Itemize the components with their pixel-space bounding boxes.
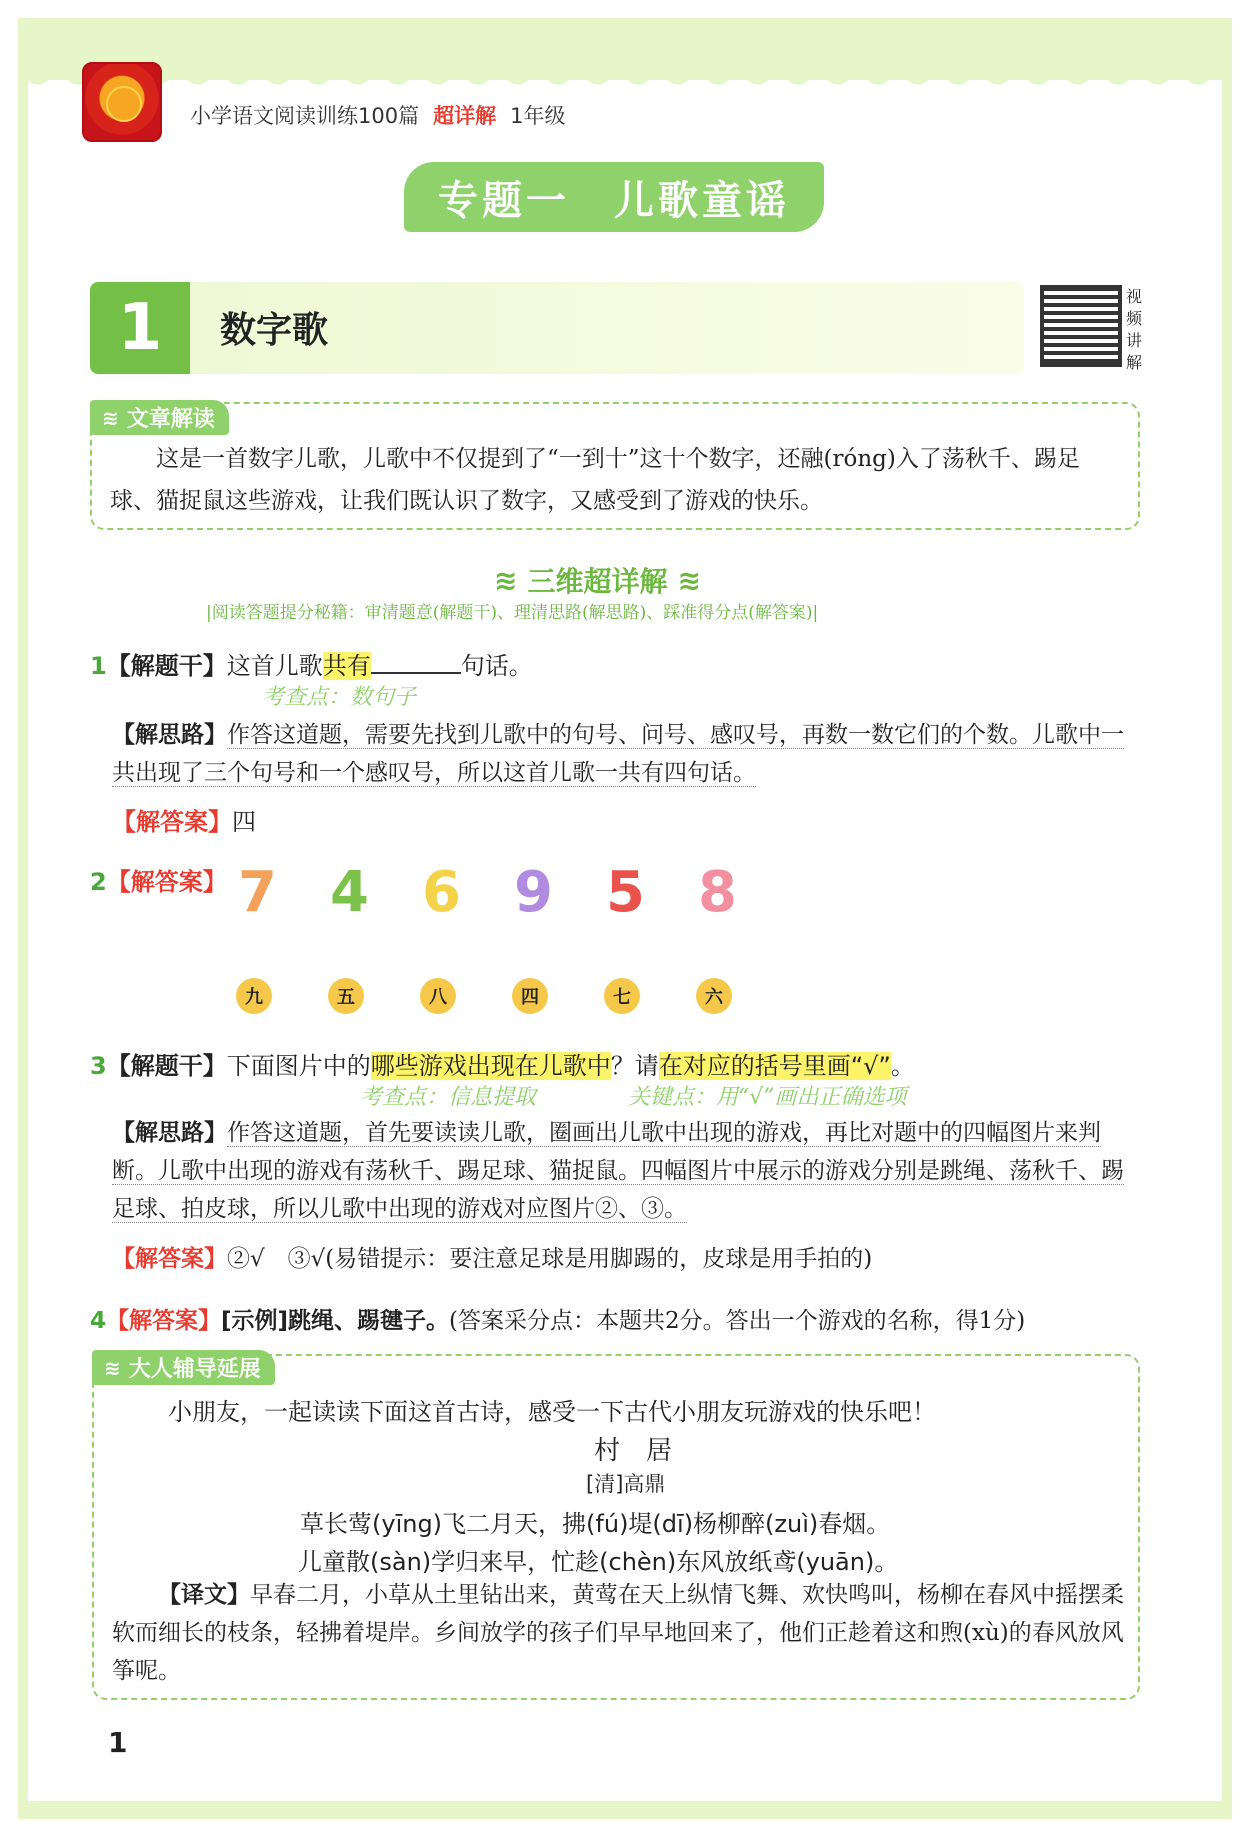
extend-tag-label: 大人辅导延展 (128, 1357, 261, 1382)
q1-think (112, 716, 1142, 792)
q2-answer (90, 862, 227, 897)
q2-chinese-numeral: 九 (236, 978, 272, 1014)
wave-icon: ≋ (102, 405, 119, 430)
q1-stem-pre: 这首儿歌 (226, 652, 323, 680)
page-number: 1 (108, 1726, 128, 1759)
book-title (190, 100, 565, 130)
q3-stem (90, 1046, 915, 1081)
intro-tag-label: 文章解读 (126, 407, 215, 432)
q3-stem-post: 。 (890, 1052, 915, 1080)
q2-digit: 8 (698, 860, 737, 925)
translation-label: 【译文】 (158, 1582, 250, 1608)
q3-stem-pre: 下面图片中的 (226, 1052, 371, 1080)
q1-think-label: 【解思路】 (112, 722, 227, 748)
poem-author: [清]高鼎 (586, 1472, 666, 1496)
book-title-text: 小学语文阅读训练100篇 (190, 104, 420, 128)
q2-chinese-numeral: 七 (604, 978, 640, 1014)
qr-code-icon[interactable] (1040, 285, 1122, 367)
extend-tag (92, 1350, 275, 1385)
publisher-logo-icon (82, 62, 162, 142)
page-frame-left (18, 18, 28, 1818)
poem-line-1: 草长莺(yīng)飞二月天，拂(fú)堤(dī)杨柳醉(zuì)春烟。 (300, 1510, 891, 1538)
q1-answer-text: 四 (232, 808, 256, 836)
q3-think-text: 作答这道题，首先要读读儿歌，圈画出儿歌中出现的游戏，再比对题中的四幅图片来判断。儿歌中出现的游戏有荡秋千、踢足球、猫捉鼠。四幅图片中展示的游戏分别是跳绳、荡秋千、踢足球、拍皮球，所以儿歌中出现的游戏对应图片②、③。 (112, 1120, 1124, 1222)
q3-note-2: 关键点：用“√”画出正确选项 (628, 1085, 907, 1110)
wave-icon: ≋ (677, 563, 701, 597)
page-frame-top (18, 18, 1232, 80)
q3-answer-text: ②√ ③√(易错提示：要注意足球是用脚踢的，皮球是用手拍的) (227, 1246, 873, 1272)
extend-lead: 小朋友，一起读读下面这首古诗，感受一下古代小朋友玩游戏的快乐吧！ (168, 1398, 936, 1426)
q1-blank (371, 652, 461, 674)
section-subtitle: |阅读答题提分秘籍：审清题意(解题干)、理清思路(解思路)、踩准得分点(解答案)| (206, 603, 819, 623)
page-frame-right (1222, 18, 1232, 1818)
q2-chinese-numeral: 六 (696, 978, 732, 1014)
q3-stem-label: 【解题干】 (106, 1052, 227, 1080)
q1-answer-label: 【解答案】 (112, 808, 232, 836)
poem-translation (112, 1576, 1126, 1690)
q3-note-1: 考查点：信息提取 (360, 1085, 537, 1110)
section-title-text: 三维超详解 (527, 565, 668, 598)
q1-stem-highlight: 共有 (322, 652, 371, 680)
q3-answer-label: 【解答案】 (112, 1246, 227, 1272)
q2-answer-label: 【解答案】 (106, 868, 227, 896)
q4-answer-note: (答案采分点：本题共2分。答出一个游戏的名称，得1分) (449, 1308, 1026, 1334)
wave-icon: ≋ (494, 563, 518, 597)
section-title (494, 560, 701, 600)
q2-digit: 9 (514, 860, 553, 925)
q2-chinese-numeral: 五 (328, 978, 364, 1014)
q3-think (112, 1114, 1142, 1228)
q4-number: 4 (90, 1308, 107, 1334)
q3-stem-mid: ？请 (610, 1052, 659, 1080)
q1-stem (90, 646, 533, 681)
lesson-title: 数字歌 (220, 310, 329, 351)
wave-icon: ≋ (104, 1355, 121, 1380)
book-title-highlight: 超详解 (433, 104, 497, 128)
q2-chinese-numeral: 八 (420, 978, 456, 1014)
q3-think-label: 【解思路】 (112, 1120, 227, 1146)
topic-banner: 专题一 儿歌童谣 (404, 162, 824, 232)
q4-answer-main: [示例]跳绳、踢毽子。 (221, 1308, 450, 1334)
q2-digit: 4 (330, 860, 369, 925)
q3-number: 3 (90, 1052, 107, 1080)
q3-answer (112, 1240, 872, 1273)
q1-answer (112, 802, 256, 837)
q1-note: 考查点：数句子 (262, 685, 417, 710)
translation-text: 早春二月，小草从土里钻出来，黄莺在天上纵情飞舞、欢快鸣叫，杨柳在春风中摇摆柔软而细长的枝条，轻拂着堤岸。乡间放学的孩子们早早地回来了，他们正趁着这和煦(xù)的春风放风筝呢。 (112, 1582, 1124, 1684)
page-frame-bottom (18, 1801, 1232, 1819)
grade-label: 1年级 (510, 104, 566, 128)
q2-digit: 6 (422, 860, 461, 925)
q1-think-text: 作答这道题，需要先找到儿歌中的句号、问号、感叹号，再数一数它们的个数。儿歌中一共出现了三个句号和一个感叹号，所以这首儿歌一共有四句话。 (112, 722, 1124, 786)
poem-line-2: 儿童散(sàn)学归来早，忙趁(chèn)东风放纸鸢(yuān)。 (298, 1548, 899, 1576)
q4-answer-label: 【解答案】 (106, 1308, 222, 1334)
lesson-number: 1 (90, 282, 190, 374)
intro-tag (90, 400, 229, 435)
q3-stem-highlight-1: 哪些游戏出现在儿歌中 (370, 1052, 611, 1080)
q2-digit: 7 (238, 860, 277, 925)
q1-number: 1 (90, 652, 107, 680)
poem-title: 村 居 (594, 1436, 673, 1466)
q2-number: 2 (90, 868, 107, 896)
q4-answer (90, 1302, 1025, 1335)
q3-stem-highlight-2: 在对应的括号里画“√” (658, 1052, 891, 1080)
intro-text: 这是一首数字儿歌，儿歌中不仅提到了“一到十”这十个数字，还融(róng)入了荡秋千、踢足球、猫捉鼠这些游戏，让我们既认识了数字，又感受到了游戏的快乐。 (110, 446, 1080, 514)
q1-stem-label: 【解题干】 (106, 652, 227, 680)
q2-chinese-numeral: 四 (512, 978, 548, 1014)
q1-stem-post: 句话。 (460, 652, 533, 680)
q2-digit: 5 (606, 860, 645, 925)
qr-label: 视频讲解 (1126, 287, 1143, 372)
